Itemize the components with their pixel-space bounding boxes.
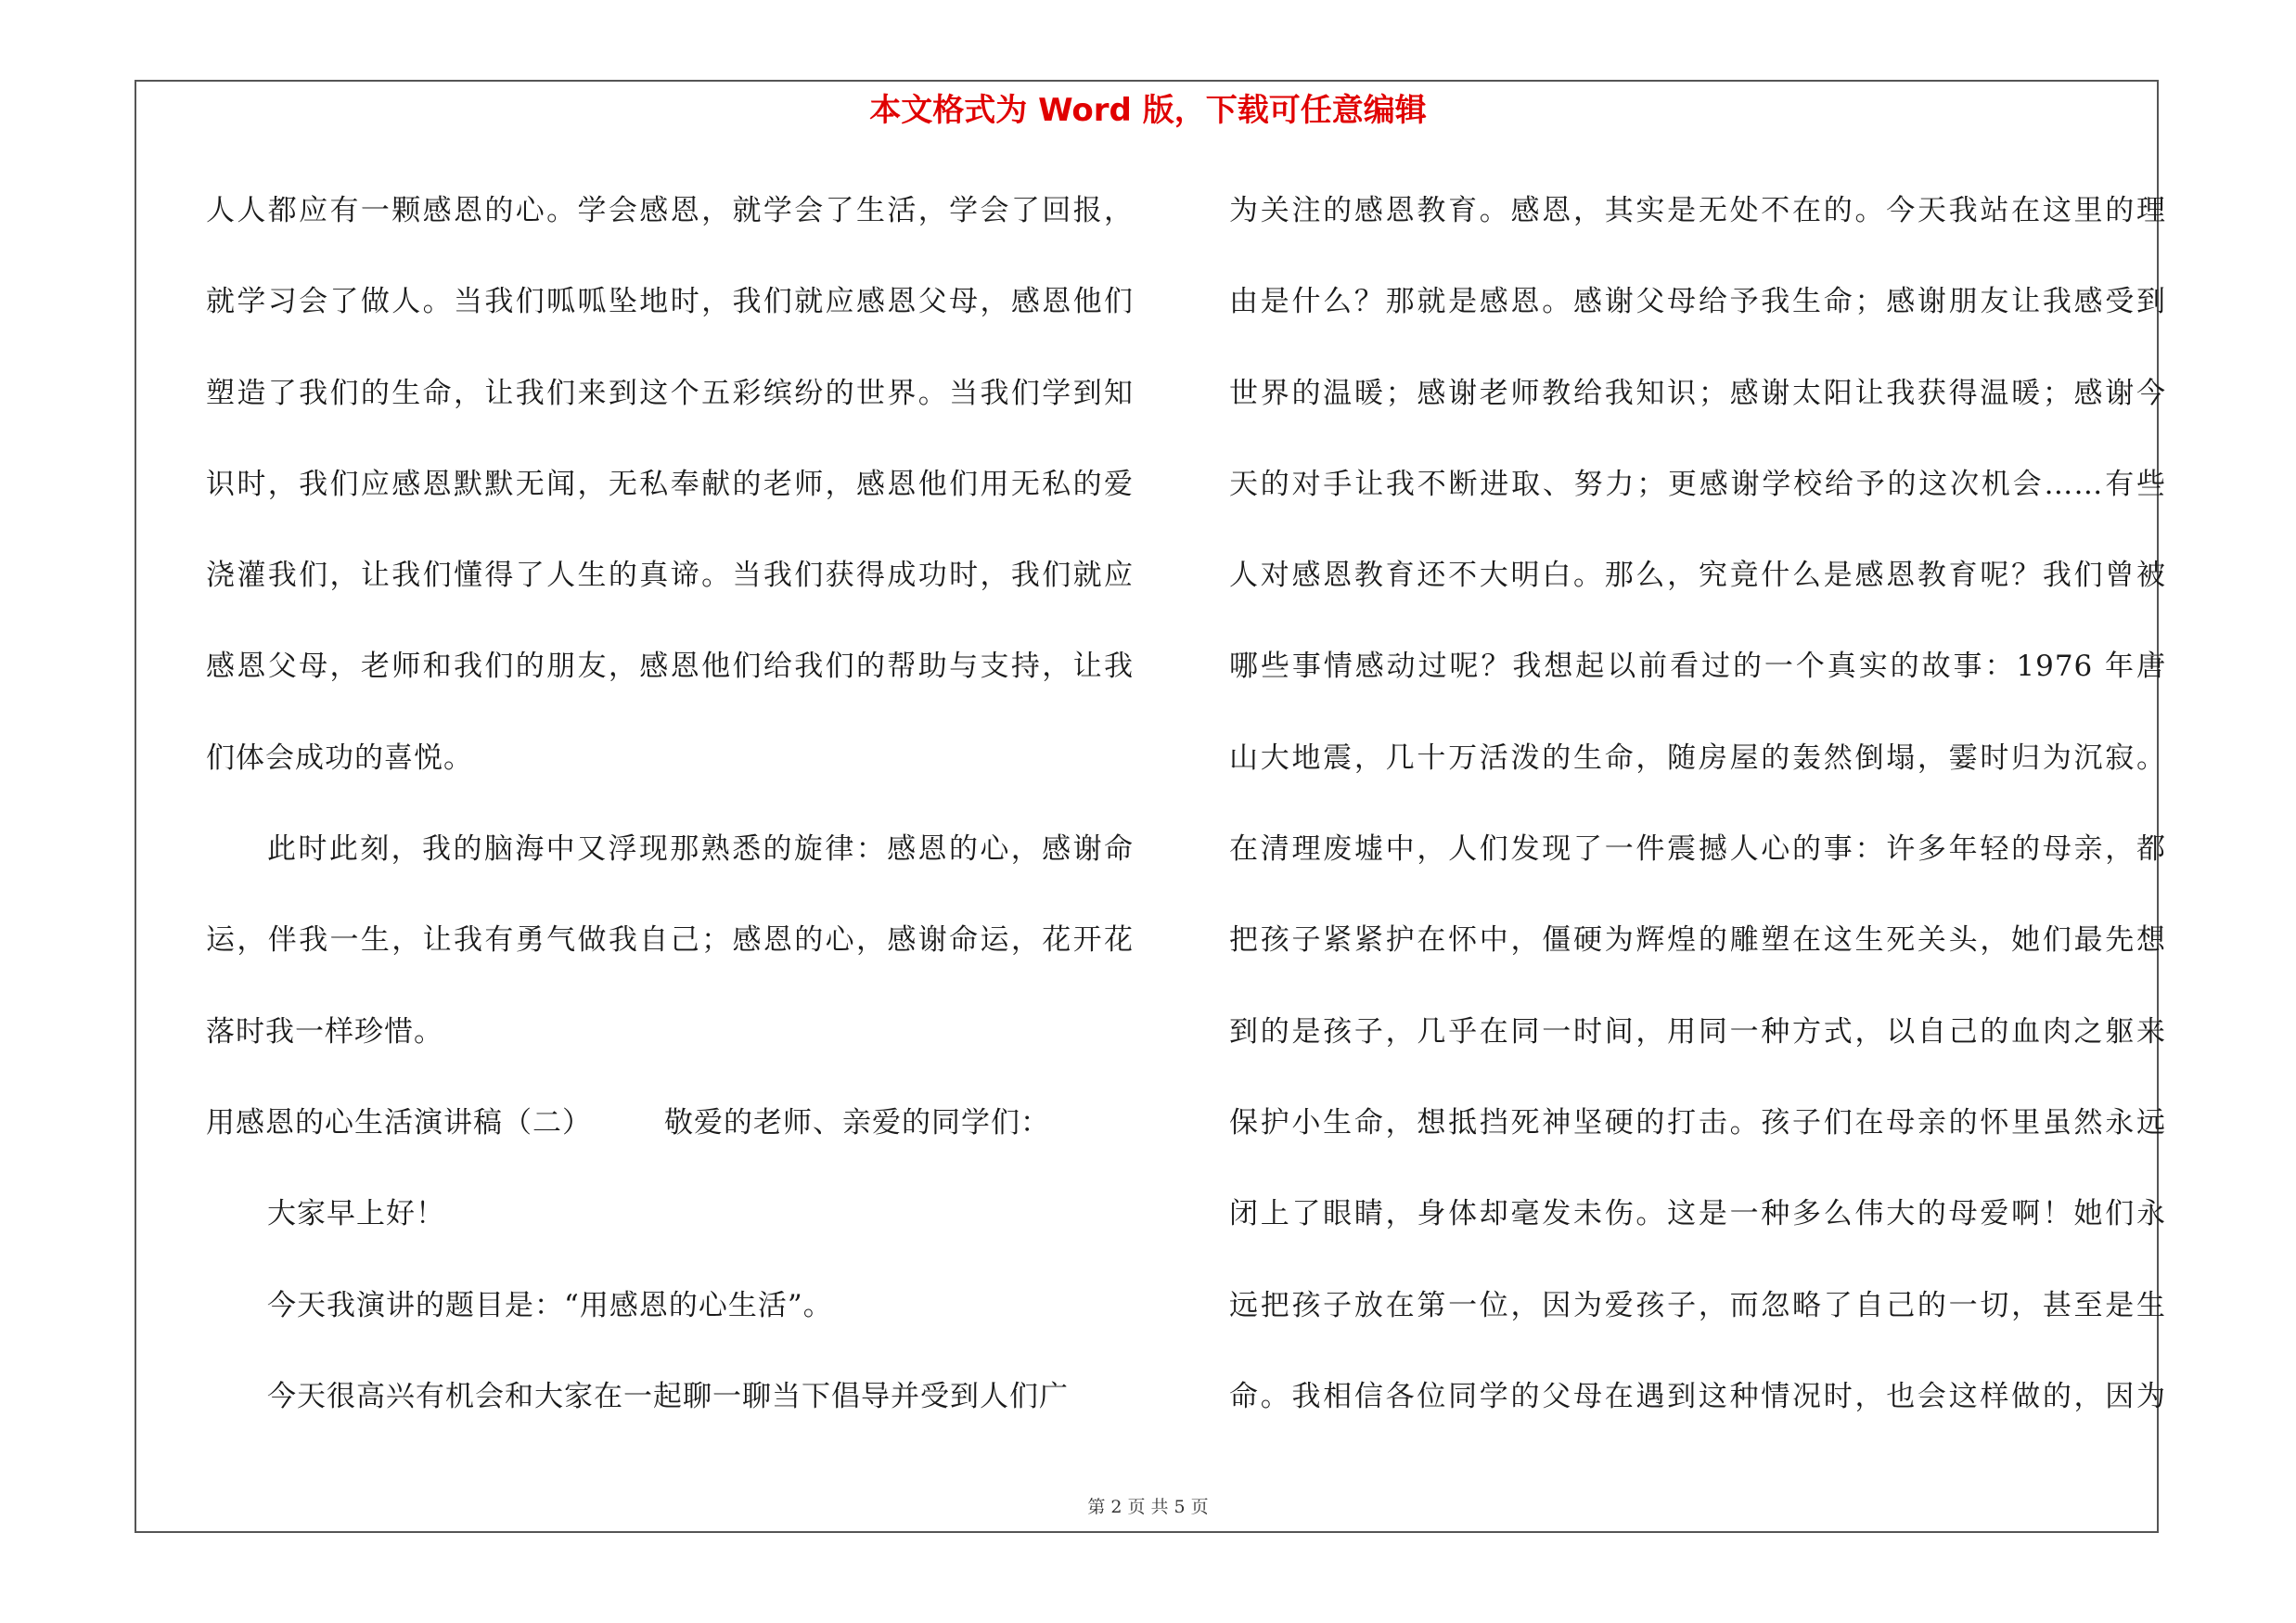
text-line: 命。我相信各位同学的父母在遇到这种情况时，也会这样做的，因为 — [1229, 1379, 2166, 1413]
text-line: 人人都应有一颗感恩的心。学会感恩，就学会了生活，学会了回报， — [206, 194, 1134, 227]
text-line: 远把孩子放在第一位，因为爱孩子，而忽略了自己的一切，甚至是生 — [1229, 1288, 2166, 1322]
text-line: 落时我一样珍惜。 — [206, 1014, 443, 1049]
speech-title-line — [206, 1095, 1134, 1186]
text-line: 在清理废墟中，人们发现了一件震撼人心的事：许多年轻的母亲，都 — [1229, 832, 2166, 867]
text-line: 由是什么？那就是感恩。感谢父母给予我生命；感谢朋友让我感受到 — [1229, 285, 2166, 319]
text-line: 运，伴我一生，让我有勇气做我自己；感恩的心，感谢命运，花开花 — [206, 923, 1134, 958]
text-line: 天的对手让我不断进取、努力；更感谢学校给予的这次机会……有些 — [1229, 467, 2166, 501]
salutation: 敬爱的老师、亲爱的同学们： — [664, 1105, 1050, 1140]
speech-intro: 今天很高兴有机会和大家在一起聊一聊当下倡导并受到人们广 — [267, 1379, 1069, 1413]
format-banner: 本文格式为 Word 版，下载可任意编辑 — [869, 92, 1427, 129]
text-line: 就学习会了做人。当我们呱呱坠地时，我们就应感恩父母，感恩他们 — [206, 285, 1134, 319]
greeting: 大家早上好！ — [267, 1197, 445, 1231]
text-line: 此时此刻，我的脑海中又浮现那熟悉的旋律：感恩的心，感谢命 — [267, 832, 1134, 867]
page-number: 第 2 页 共 5 页 — [1087, 1497, 1209, 1517]
text-line: 山大地震，几十万活泼的生命，随房屋的轰然倒塌，霎时归为沉寂。 — [1229, 741, 2166, 775]
text-line: 世界的温暖；感谢老师教给我知识；感谢太阳让我获得温暖；感谢今 — [1229, 376, 2166, 410]
text-line: 保护小生命，想抵挡死神坚硬的打击。孩子们在母亲的怀里虽然永远 — [1229, 1105, 2166, 1140]
text-line: 闭上了眼睛，身体却毫发未伤。这是一种多么伟大的母爱啊！她们永 — [1229, 1197, 2166, 1231]
text-line: 识时，我们应感恩默默无闻，无私奉献的老师，感恩他们用无私的爱 — [206, 467, 1134, 501]
right-column — [1229, 183, 2166, 1460]
left-column — [206, 183, 1134, 1460]
speech-topic: 今天我演讲的题目是：“用感恩的心生活”。 — [267, 1288, 833, 1322]
text-line: 把孩子紧紧护在怀中，僵硬为辉煌的雕塑在这生死关头，她们最先想 — [1229, 923, 2166, 958]
text-line: 为关注的感恩教育。感恩，其实是无处不在的。今天我站在这里的理 — [1229, 194, 2166, 227]
text-line: 感恩父母，老师和我们的朋友，感恩他们给我们的帮助与支持，让我 — [206, 650, 1134, 684]
text-line: 塑造了我们的生命，让我们来到这个五彩缤纷的世界。当我们学到知 — [206, 376, 1134, 410]
speech-title: 用感恩的心生活演讲稿（二） — [206, 1105, 592, 1140]
text-line: 人对感恩教育还不大明白。那么，究竟什么是感恩教育呢？我们曾被 — [1229, 559, 2166, 593]
text-line: 哪些事情感动过呢？我想起以前看过的一个真实的故事：1976 年唐 — [1229, 650, 2166, 684]
text-line: 浇灌我们，让我们懂得了人生的真谛。当我们获得成功时，我们就应 — [206, 559, 1134, 593]
text-line: 们体会成功的喜悦。 — [206, 741, 473, 775]
text-line: 到的是孩子，几乎在同一时间，用同一种方式，以自己的血肉之躯来 — [1229, 1014, 2166, 1049]
